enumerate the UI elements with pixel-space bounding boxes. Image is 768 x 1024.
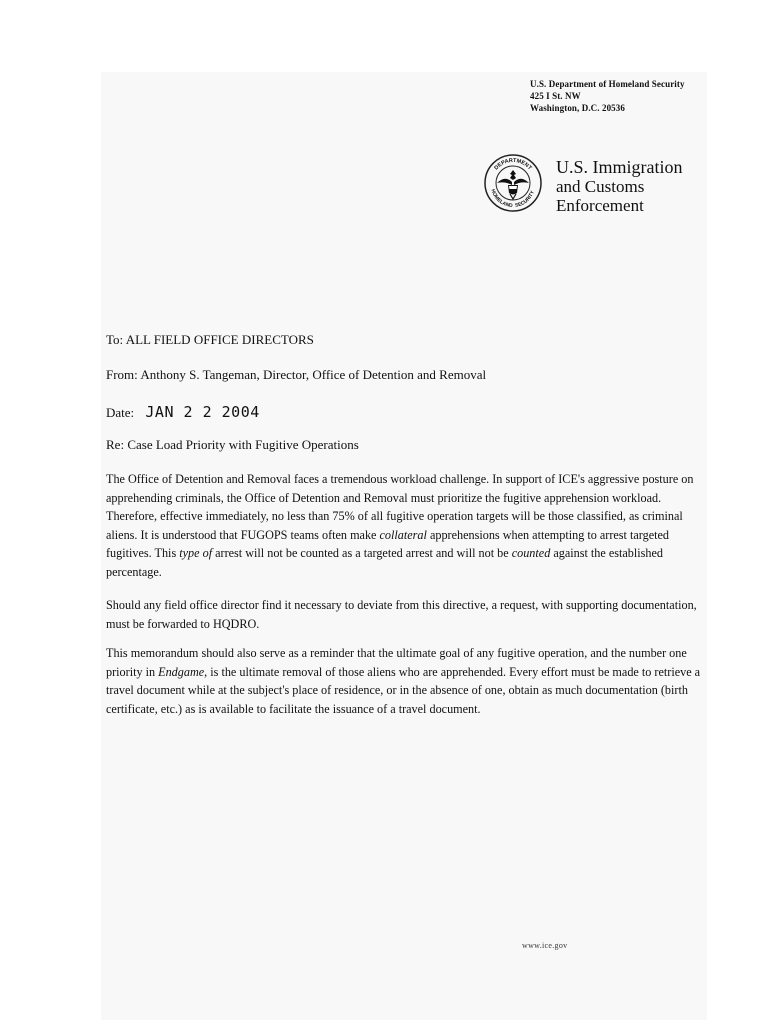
footer-website: www.ice.gov xyxy=(522,941,568,950)
memo-from xyxy=(106,367,486,383)
memo-to xyxy=(106,332,314,348)
seal-text-top: DEPARTMENT xyxy=(493,157,533,172)
agency-line-3: Enforcement xyxy=(556,196,644,215)
address-line-1: U.S. Department of Homeland Security xyxy=(530,79,685,89)
seal-text-right: SECURITY xyxy=(514,190,536,209)
dhs-seal-icon xyxy=(483,153,543,213)
seal-text-left: HOMELAND xyxy=(489,188,513,210)
address-line-2: 425 I St. NW xyxy=(530,91,581,101)
address-line-3: Washington, D.C. 20536 xyxy=(530,103,625,113)
from-label: From: xyxy=(106,367,138,382)
re-label: Re: xyxy=(106,437,125,452)
body-paragraph-2: Should any field office director find it necessary to deviate from this directive, a request, with supporting documentation, must be forwarded to HQDRO. xyxy=(106,598,697,631)
from-value: Anthony S. Tangeman, Director, Office of Detention and Removal xyxy=(140,367,487,382)
body-paragraph-1: The Office of Detention and Removal faces a tremendous workload challenge. In support of ICE's aggressive posture on apprehending criminals, the Office of Detention and Removal must prioritize the fugitive apprehension workload. Therefore, effective immediately, no less than 75% of all fugitive operation targets will be those classified, as criminal aliens. It is understood that FUGOPS teams often make collateral apprehensions when attempting to arrest targeted fugitives. This type of arrest will not be counted as a targeted arrest and will not be counted against the established percentage. xyxy=(106,472,694,579)
to-label: To: xyxy=(106,332,124,347)
agency-name xyxy=(556,158,683,215)
memo-date xyxy=(106,403,260,421)
to-value: ALL FIELD OFFICE DIRECTORS xyxy=(125,332,314,347)
agency-line-2: and Customs xyxy=(556,177,645,196)
svg-text:DEPARTMENT xyxy=(493,158,533,172)
date-label: Date: xyxy=(106,405,135,420)
agency-line-1: U.S. Immigration xyxy=(556,157,683,177)
letterhead-address xyxy=(530,78,685,114)
body-paragraph-3: This memorandum should also serve as a reminder that the ultimate goal of any fugitive operation, and the number one priority in Endgame, is the ultimate removal of those aliens who are apprehended. Every effort must be made to retrieve a travel document while at the subject's place of residence, or in the absence of one, obtain as much documentation (birth certificate, etc.) as is available to facilitate the issuance of a travel document. xyxy=(106,646,701,716)
date-stamp: JAN 2 2 2004 xyxy=(145,403,260,421)
memo-subject xyxy=(106,437,359,453)
re-value: Case Load Priority with Fugitive Operations xyxy=(127,437,359,452)
